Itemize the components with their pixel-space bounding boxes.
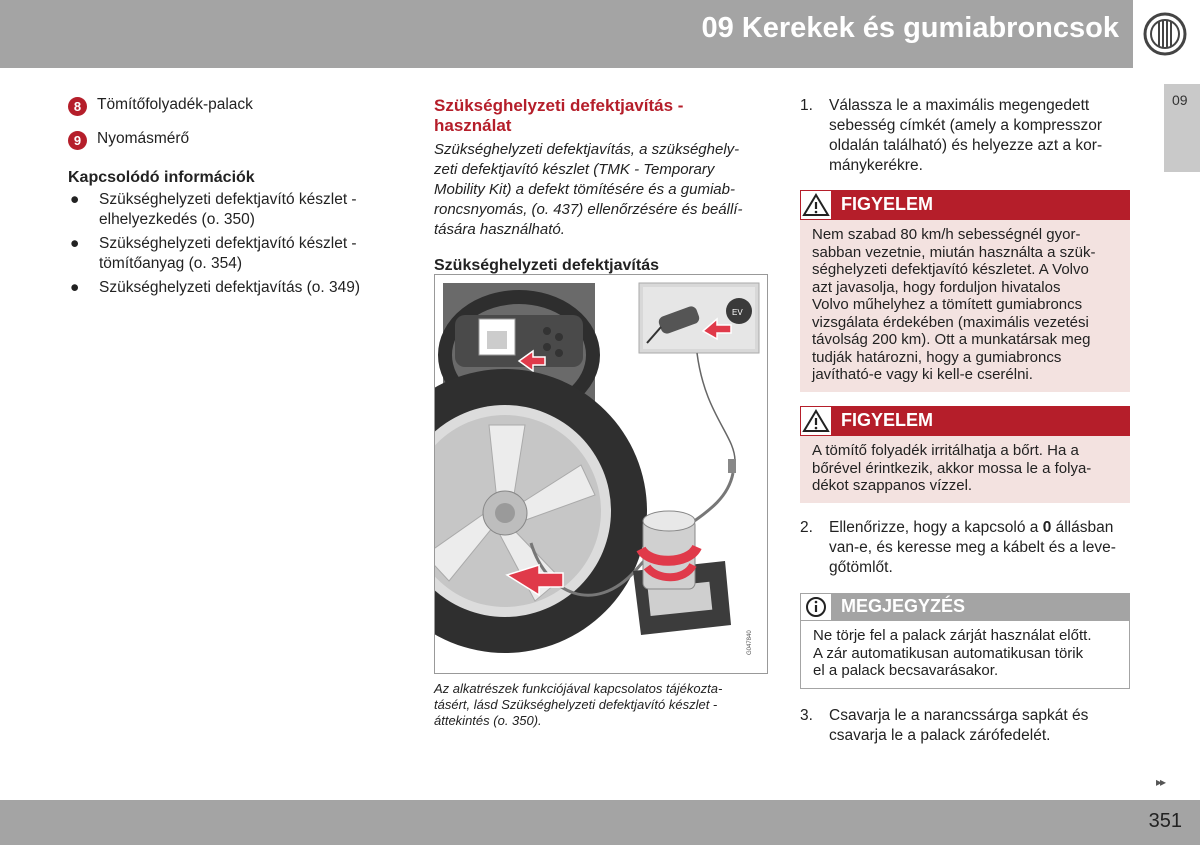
intro-line: zeti defektjavító készlet (TMK - Temporary [434,161,715,178]
warning-box [800,190,1130,392]
bullet-icon: ● [70,235,80,252]
warning-box [800,406,1130,503]
number-badge: 8 [68,97,87,116]
caption-line: tásért, lásd Szükséghelyzeti defektjavító készlet - [434,697,718,712]
warning-line: javítható-e vagy ki kell-e cserélni. [812,366,1033,383]
compressor-unit [633,511,731,635]
intro-text [434,140,768,240]
warning-label: FIGYELEM [841,410,934,430]
note-line: Ne törje fel a palack zárját használat előtt. [813,627,1092,644]
step-number: 3. [800,707,813,724]
step-text [829,518,1116,578]
intro-line: tására használható. [434,221,565,238]
warning-line: Nem szabad 80 km/h sebességnél gyor- [812,226,1081,243]
figure-code: G047840 [747,630,753,655]
step-line: állásban [1051,519,1114,536]
related-link[interactable] [68,234,388,274]
link-line: elhelyezkedés (o. 350) [99,211,255,228]
intro-line: roncsnyomás, (o. 437) ellenőrzésére és beállí- [434,201,743,218]
step-line: mánykerékre. [829,157,923,174]
car-wheel [435,369,647,653]
chapter-icon-box [1133,0,1200,68]
related-link[interactable] [68,190,388,230]
number-badge: 9 [68,131,87,150]
warning-text [800,220,1130,392]
figure-caption [434,681,768,729]
list-item [68,129,388,150]
chapter-title: 09 Kerekek és gumiabroncsok [701,12,1119,44]
note-box [800,593,1130,689]
step-line: oldalán található) és helyezze azt a kor- [829,137,1103,154]
item-label: Tömítőfolyadék-palack [97,96,253,113]
step-line: Csavarja le a narancssárga sapkát és [829,707,1089,724]
chapter-tab[interactable] [1164,84,1200,172]
warning-line: távolság 200 km). Ott a munkatársak meg [812,331,1091,348]
step-line: csavarja le a palack zárófedelét. [829,727,1051,744]
section-title [434,96,768,136]
step-line: Válassza le a maximális megengedett [829,97,1090,114]
caption-line: áttekintés (o. 350). [434,713,542,728]
step-line: van-e, és keresse meg a kábelt és a leve- [829,539,1116,556]
tire-icon [1143,12,1187,56]
step-text [829,706,1088,746]
caption-line: Az alkatrészek funkciójával kapcsolatos tájékozta- [434,681,723,696]
warning-header [800,190,1130,220]
warning-line: vizsgálata érdekében (maximális vezetési [812,313,1089,331]
item-label: Nyomásmérő [97,130,190,147]
note-header [800,593,1130,621]
step-line: sebesség címkét (amely a kompresszor [829,117,1103,134]
bullet-icon: ● [70,279,80,296]
link-line: Szükséghelyzeti defektjavító készlet - [99,235,357,252]
step-2 [800,518,1132,578]
note-text [800,621,1130,689]
link-line: Szükséghelyzeti defektjavító készlet - [99,191,357,208]
step-line: gőtömlőt. [829,559,893,576]
info-icon [800,593,832,621]
warning-line: sabban vezetnie, miután használta a szük- [812,243,1096,261]
intro-line: Mobility Kit) a defekt tömítésére és a gumiab- [434,181,735,198]
note-label: MEGJEGYZÉS [841,596,966,616]
warning-icon [800,190,832,220]
step-number: 2. [800,519,813,536]
warning-line: dékot szappanos vízzel. [812,477,973,494]
warning-line: tudják határozni, hogy a gumiabroncs [812,348,1062,366]
step-text [829,96,1102,176]
step-1 [800,96,1132,176]
intro-line: Szükséghelyzeti defektjavítás, a szükséghely- [434,141,740,158]
sticker-text: EV [732,308,743,317]
page-number: 351 [1148,810,1182,832]
illustration-svg [435,275,767,673]
switch-position: 0 [1042,519,1052,536]
section-title-line: Szükséghelyzeti defektjavítás - [434,96,684,115]
warning-line: séghelyzeti defektjavító készletet. A Volvo [812,261,1089,278]
warning-header [800,406,1130,436]
warning-line: bőrével érintkezik, akkor mossa le a folya- [812,459,1092,477]
warning-line: azt javasolja, hogy forduljon hivatalos [812,278,1061,296]
chapter-tab-label: 09 [1172,92,1188,108]
subheading: Szükséghelyzeti defektjavítás [434,257,659,274]
chapter-header [0,0,1133,68]
step-number: 1. [800,97,813,114]
warning-text [800,436,1130,503]
link-line: Szükséghelyzeti defektjavítás (o. 349) [99,279,361,296]
next-page-icon[interactable]: ▸▸ [1156,775,1165,789]
related-link[interactable] [68,278,388,298]
page-footer [0,800,1200,845]
list-item [68,95,388,116]
note-line: A zár automatikusan automatikusan törik [813,644,1084,662]
section-title-line: használat [434,116,512,135]
related-info-heading: Kapcsolódó információk [68,169,255,186]
left-column [68,95,388,302]
repair-kit-illustration [434,274,768,674]
warning-icon [800,406,832,436]
bullet-icon: ● [70,191,80,208]
power-socket-inset [639,283,759,353]
warning-line: A tömítő folyadék irritálhatja a bőrt. Ha a [812,442,1079,459]
step-3 [800,706,1132,746]
warning-label: FIGYELEM [841,194,934,214]
warning-line: Volvo műhelyhez a tömített gumiabroncs [812,296,1083,313]
link-line: tömítőanyag (o. 354) [99,255,243,272]
middle-column [434,96,768,728]
note-line: el a palack becsavarásakor. [813,662,999,679]
step-line: Ellenőrizze, hogy a kapcsoló a [829,519,1043,536]
